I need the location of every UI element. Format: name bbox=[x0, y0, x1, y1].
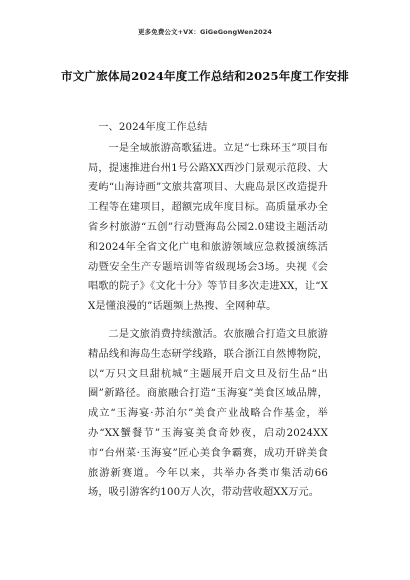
section-heading: 一、2024年度工作总结 bbox=[98, 122, 208, 133]
header-note: 更多免费公文+VX：GiGeGongWen2024 bbox=[138, 28, 272, 36]
document-body bbox=[88, 118, 328, 511]
paragraph-tourism: 一是全域旅游高歌猛进。立足“七珠环玉”项目布局，提速推进台州1号公路XX西沙门景观示范段、大麦屿“山海诗画”文旅共富项目、大鹿岛景区改造提升工程等在建项目，超额完成年度目标。高质量承办全省乡村旅游“五创”行动暨海岛公园2.0建设主题活动和2024年全省文化广电和旅游领域应急救援演练活动暨安全生产专题培训等省级现场会3场。央视《会唱歌的院子》《文化十分》等节目多次走进XX，让“XX是懂浪漫的”话题频上热搜、全网种草。 bbox=[88, 142, 328, 313]
document-title: 市文广旅体局2024年度工作总结和2025年度工作安排 bbox=[61, 69, 349, 83]
paragraph-consumption: 二是文旅消费持续激活。农旅融合打造文旦旅游精品线和海岛生态研学线路，联合浙江自然博物院，以“万只文旦甜杭城”主题展开启文旦及衍生品“出圈”新路径。商旅融合打造“玉海宴”美食区域品牌，成立“玉海宴·苏泊尔”美食产业战略合作基金，举办“XX蟹餐节”玉海宴美食奇妙夜，启动2024XX市“台州菜·玉海宴”匠心美食争霸赛，成功开辟美食旅游新赛道。今年以来，共举办各类市集活动66场，吸引游客约100万人次，带动营收超XX万元。 bbox=[88, 328, 328, 499]
